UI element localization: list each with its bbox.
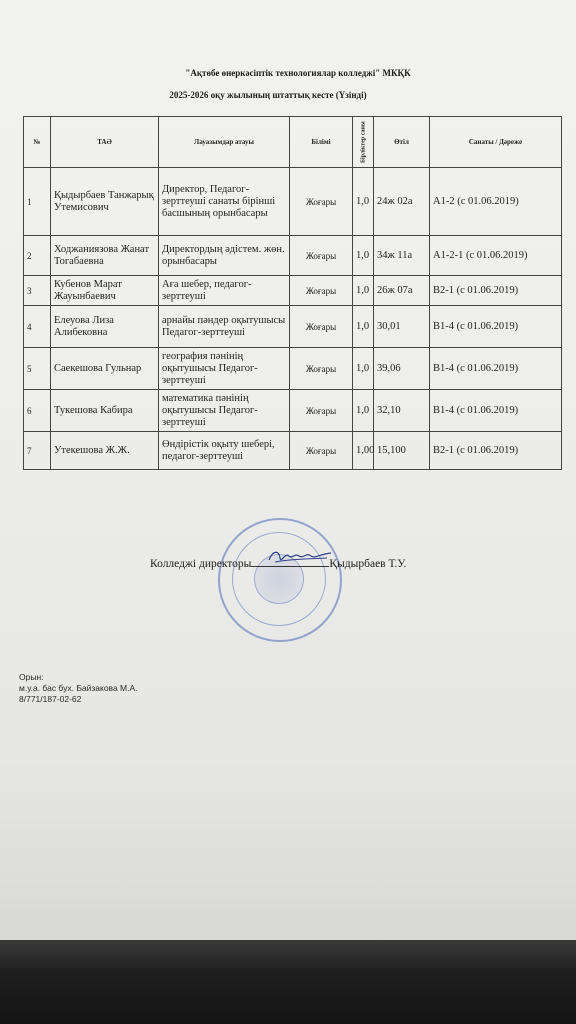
cell-name: Утекешова Ж.Ж. [51,432,159,470]
cell-units: 1,0 [353,390,374,432]
cell-position: Директор, Педагог-зерттеуші санаты бірінші басшының орынбасары [159,168,290,236]
cell-name: Тукешова Кабира [51,390,159,432]
cell-name: Кубенов Марат Жауынбаевич [51,276,159,306]
column-header-name: ТАӘ [51,117,159,168]
cell-name: Елеуова Лиза Алибековна [51,306,159,348]
cell-position: Директордың әдістем. жөн. орынбасары [159,236,290,276]
cell-experience: 26ж 07а [374,276,430,306]
column-header-position: Лауазымдар атауы [159,117,290,168]
director-label: Колледжі директоры [150,558,252,570]
handwritten-signature-icon [265,544,335,568]
cell-units: 1,0 [353,236,374,276]
cell-education: Жоғары [290,306,353,348]
column-header-number: № [24,117,51,168]
cell-category: В1-4 (с 01.06.2019) [430,348,562,390]
document-title: "Ақтөбе өнеркәсіптік технологиялар колледжі" МКҚК [185,68,411,78]
cell-units: 1,0 [353,348,374,390]
cell-name: Қыдырбаев Танжарық Утемисович [51,168,159,236]
table-row [24,432,562,470]
footer-line-3: 8/771/187-02-62 [19,694,82,704]
cell-units: 1,0 [353,306,374,348]
cell-position: Өндірістік оқыту шебері, педагог-зерттеуші [159,432,290,470]
cell-category: А1-2 (с 01.06.2019) [430,168,562,236]
document-subtitle: 2025-2026 оқу жылының штаттық кесте (Үзінді) [169,90,367,100]
cell-experience: 24ж 02а [374,168,430,236]
table-row [24,276,562,306]
background-shadow [0,940,576,1024]
table-row [24,168,562,236]
cell-category: В2-1 (с 01.06.2019) [430,276,562,306]
cell-number: 2 [24,236,51,276]
table-header-row [24,117,562,168]
cell-position: математика пәнінің оқытушысы Педагог-зерттеуші [159,390,290,432]
column-header-education: Білімі [290,117,353,168]
cell-education: Жоғары [290,236,353,276]
director-name: Қыдырбаев Т.У. [329,558,407,570]
cell-number: 5 [24,348,51,390]
table-row [24,306,562,348]
footer-line-2: м.у.а. бас бух. Байзакова М.А. [19,683,138,693]
cell-education: Жоғары [290,168,353,236]
cell-category: А1-2-1 (с 01.06.2019) [430,236,562,276]
table-row [24,236,562,276]
cell-number: 4 [24,306,51,348]
cell-experience: 30,01 [374,306,430,348]
cell-position: арнайы пәндер оқытушысы Педагог-зерттеуші [159,306,290,348]
footer-line-1: Орын: [19,672,44,682]
cell-number: 6 [24,390,51,432]
cell-education: Жоғары [290,276,353,306]
footer-contact [19,672,138,705]
cell-experience: 32,10 [374,390,430,432]
column-header-experience: Өтіл [374,117,430,168]
cell-education: Жоғары [290,348,353,390]
cell-name: Ходжаниязова Жанат Тогабаевна [51,236,159,276]
column-header-category: Санаты / Дәреже [430,117,562,168]
cell-name: Саекешова Гульнар [51,348,159,390]
cell-education: Жоғары [290,432,353,470]
cell-experience: 15,100 [374,432,430,470]
table-row [24,390,562,432]
cell-experience: 34ж 11а [374,236,430,276]
cell-experience: 39,06 [374,348,430,390]
cell-education: Жоғары [290,390,353,432]
official-stamp [218,518,342,642]
staff-table [23,116,562,470]
table-row [24,348,562,390]
column-header-units: Бірліктер саны [353,117,374,168]
cell-units: 1,0 [353,168,374,236]
cell-position: география пәнінің оқытушысы Педагог-зерттеуші [159,348,290,390]
cell-category: В1-4 (с 01.06.2019) [430,306,562,348]
cell-number: 7 [24,432,51,470]
cell-units: 1,00 [353,432,374,470]
cell-number: 1 [24,168,51,236]
cell-category: В1-4 (с 01.06.2019) [430,390,562,432]
cell-units: 1,0 [353,276,374,306]
cell-number: 3 [24,276,51,306]
cell-position: Аға шебер, педагог-зерттеуші [159,276,290,306]
cell-category: В2-1 (с 01.06.2019) [430,432,562,470]
